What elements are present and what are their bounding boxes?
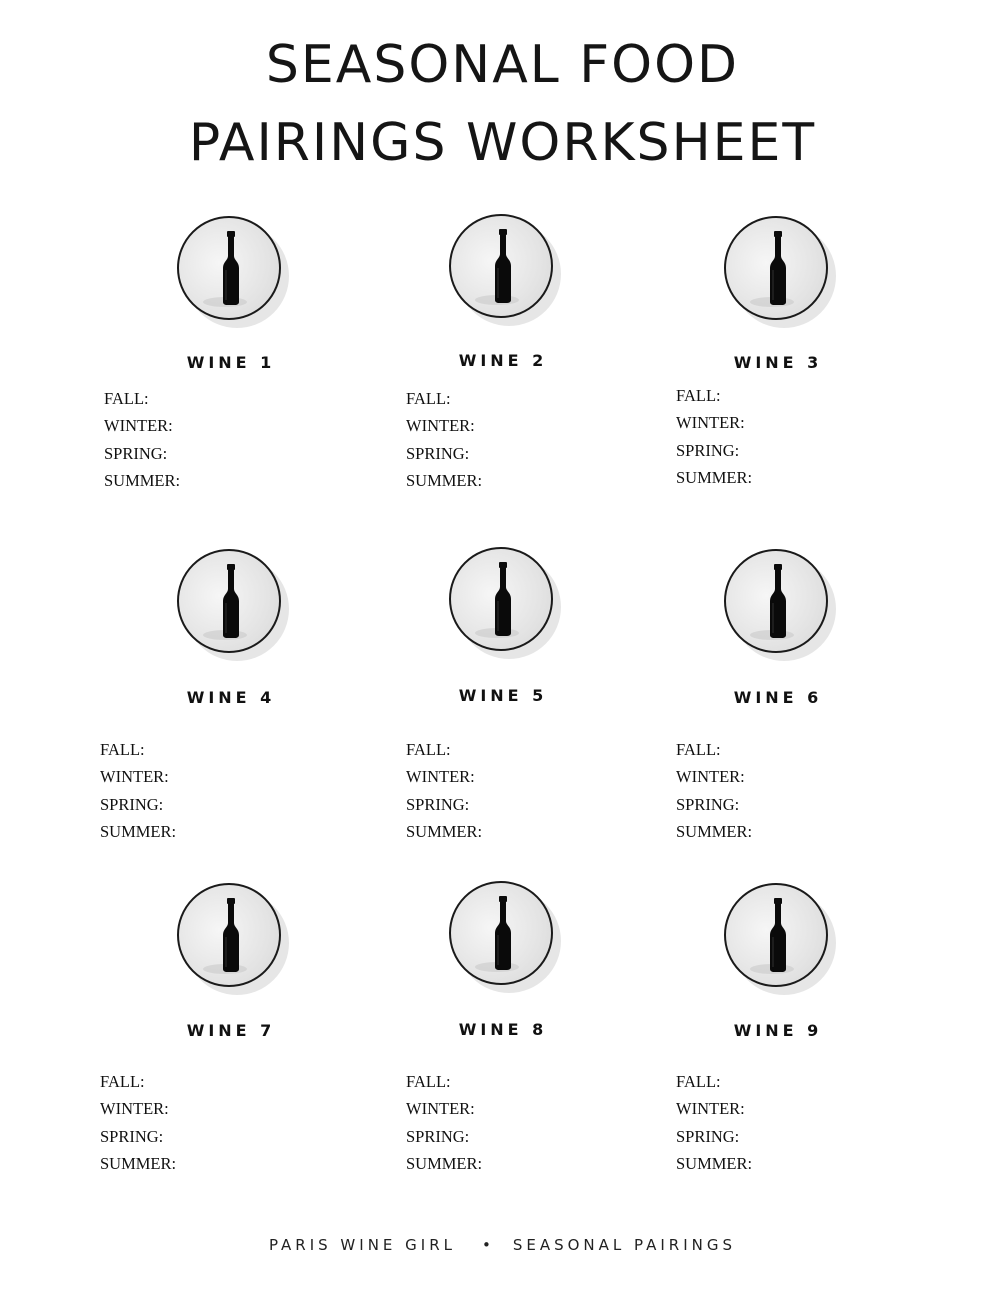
wine-8-image bbox=[449, 881, 553, 985]
wine-bottle-icon bbox=[724, 549, 828, 653]
season-field-summer[interactable]: SUMMER: bbox=[104, 470, 181, 490]
season-field-spring[interactable]: SPRING: bbox=[100, 1126, 164, 1146]
season-field-summer[interactable]: SUMMER: bbox=[100, 821, 177, 841]
wine-1-label: WINE 1 bbox=[186, 353, 276, 372]
wine-4-image bbox=[177, 549, 281, 653]
wine-7-label: WINE 7 bbox=[186, 1021, 276, 1040]
wine-8-season-list bbox=[406, 1068, 482, 1177]
footer bbox=[0, 1236, 1005, 1254]
wine-6-label: WINE 6 bbox=[733, 688, 823, 707]
season-field-summer[interactable]: SUMMER: bbox=[676, 1153, 753, 1173]
season-field-winter[interactable]: WINTER: bbox=[406, 1099, 475, 1119]
season-field-spring[interactable]: SPRING: bbox=[406, 794, 470, 814]
season-field-spring[interactable]: SPRING: bbox=[676, 1126, 740, 1146]
wine-bottle-icon bbox=[449, 547, 553, 651]
season-field-fall[interactable]: FALL: bbox=[676, 386, 721, 405]
wine-9-image bbox=[724, 883, 828, 987]
season-field-spring[interactable]: SPRING: bbox=[676, 440, 740, 460]
wine-bottle-icon bbox=[724, 216, 828, 320]
page-title bbox=[0, 26, 1005, 182]
wine-7-season-list bbox=[100, 1068, 176, 1177]
footer-separator: • bbox=[481, 1236, 491, 1254]
season-field-fall[interactable]: FALL: bbox=[676, 1072, 721, 1091]
season-field-fall[interactable]: FALL: bbox=[406, 389, 451, 408]
season-field-fall[interactable]: FALL: bbox=[676, 740, 721, 759]
season-field-spring[interactable]: SPRING: bbox=[406, 1126, 470, 1146]
wine-8-label: WINE 8 bbox=[458, 1020, 548, 1039]
season-field-fall[interactable]: FALL: bbox=[100, 1072, 145, 1091]
wine-5-image bbox=[449, 547, 553, 651]
wine-2-image bbox=[449, 214, 553, 318]
season-field-spring[interactable]: SPRING: bbox=[100, 794, 164, 814]
wine-2-season-list bbox=[406, 385, 482, 494]
season-field-spring[interactable]: SPRING: bbox=[676, 794, 740, 814]
wine-bottle-icon bbox=[177, 216, 281, 320]
season-field-spring[interactable]: SPRING: bbox=[104, 443, 168, 463]
season-field-summer[interactable]: SUMMER: bbox=[406, 470, 483, 490]
season-field-winter[interactable]: WINTER: bbox=[100, 767, 169, 787]
wine-1-image bbox=[177, 216, 281, 320]
wine-bottle-icon bbox=[449, 214, 553, 318]
season-field-winter[interactable]: WINTER: bbox=[100, 1099, 169, 1119]
wine-4-label: WINE 4 bbox=[186, 688, 276, 707]
wine-9-label: WINE 9 bbox=[733, 1021, 823, 1040]
wine-7-image bbox=[177, 883, 281, 987]
wine-6-season-list bbox=[676, 736, 752, 845]
wine-bottle-icon bbox=[449, 881, 553, 985]
season-field-winter[interactable]: WINTER: bbox=[676, 767, 745, 787]
wine-4-season-list bbox=[100, 736, 176, 845]
season-field-winter[interactable]: WINTER: bbox=[406, 416, 475, 436]
page-title-line-2: PAIRINGS WORKSHEET bbox=[188, 113, 817, 173]
season-field-summer[interactable]: SUMMER: bbox=[406, 821, 483, 841]
wine-6-image bbox=[724, 549, 828, 653]
footer-brand: PARIS WINE GIRL bbox=[268, 1236, 456, 1254]
wine-1-season-list bbox=[104, 385, 180, 494]
season-field-fall[interactable]: FALL: bbox=[406, 1072, 451, 1091]
season-field-fall[interactable]: FALL: bbox=[104, 389, 149, 408]
wine-9-season-list bbox=[676, 1068, 752, 1177]
season-field-winter[interactable]: WINTER: bbox=[104, 416, 173, 436]
wine-bottle-icon bbox=[724, 883, 828, 987]
season-field-fall[interactable]: FALL: bbox=[406, 740, 451, 759]
season-field-winter[interactable]: WINTER: bbox=[406, 767, 475, 787]
season-field-summer[interactable]: SUMMER: bbox=[676, 467, 753, 487]
season-field-summer[interactable]: SUMMER: bbox=[406, 1153, 483, 1173]
wine-5-label: WINE 5 bbox=[458, 686, 548, 705]
wine-bottle-icon bbox=[177, 549, 281, 653]
wine-bottle-icon bbox=[177, 883, 281, 987]
wine-2-label: WINE 2 bbox=[458, 351, 548, 370]
page-title-line-1: SEASONAL FOOD bbox=[265, 35, 740, 95]
season-field-spring[interactable]: SPRING: bbox=[406, 443, 470, 463]
wine-5-season-list bbox=[406, 736, 482, 845]
wine-3-label: WINE 3 bbox=[733, 353, 823, 372]
season-field-winter[interactable]: WINTER: bbox=[676, 1099, 745, 1119]
season-field-summer[interactable]: SUMMER: bbox=[100, 1153, 177, 1173]
wine-3-image bbox=[724, 216, 828, 320]
wine-3-season-list bbox=[676, 382, 752, 491]
season-field-winter[interactable]: WINTER: bbox=[676, 413, 745, 433]
season-field-fall[interactable]: FALL: bbox=[100, 740, 145, 759]
footer-subtitle: SEASONAL PAIRINGS bbox=[512, 1236, 737, 1254]
season-field-summer[interactable]: SUMMER: bbox=[676, 821, 753, 841]
